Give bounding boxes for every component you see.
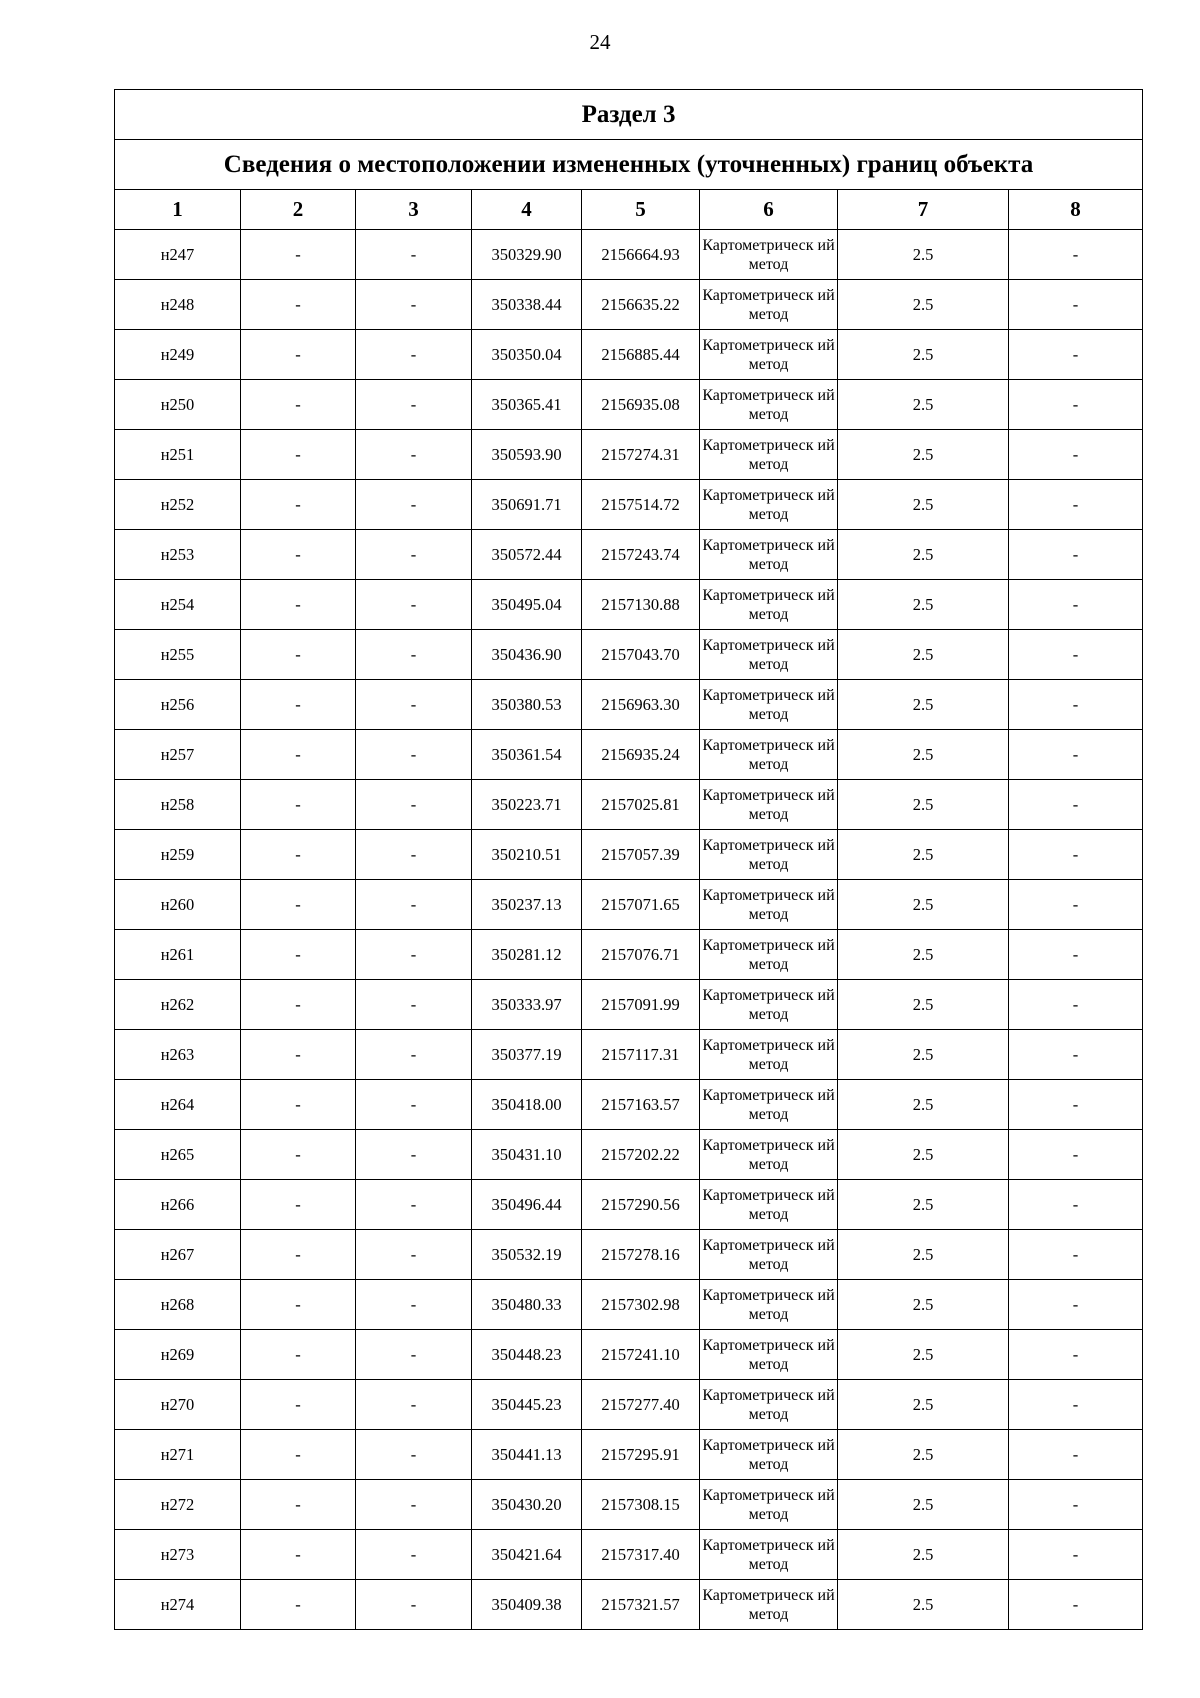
column-header: 8 xyxy=(1009,190,1143,230)
col3-cell: - xyxy=(356,680,472,730)
accuracy-cell: 2.5 xyxy=(838,380,1009,430)
col2-cell: - xyxy=(241,1080,356,1130)
x-coordinate-cell: 350480.33 xyxy=(472,1280,582,1330)
col8-cell: - xyxy=(1009,480,1143,530)
table-row xyxy=(115,480,1143,530)
accuracy-cell: 2.5 xyxy=(838,680,1009,730)
col2-cell: - xyxy=(241,280,356,330)
col3-cell: - xyxy=(356,1480,472,1530)
point-id-cell: н252 xyxy=(115,480,241,530)
accuracy-cell: 2.5 xyxy=(838,1480,1009,1530)
point-id-cell: н258 xyxy=(115,780,241,830)
col8-cell: - xyxy=(1009,1230,1143,1280)
point-id-cell: н270 xyxy=(115,1380,241,1430)
col3-cell: - xyxy=(356,1180,472,1230)
col2-cell: - xyxy=(241,1130,356,1180)
accuracy-cell: 2.5 xyxy=(838,280,1009,330)
column-header-row xyxy=(115,190,1143,230)
point-id-cell: н248 xyxy=(115,280,241,330)
table-row xyxy=(115,930,1143,980)
page-number: 24 xyxy=(589,30,611,54)
col3-cell: - xyxy=(356,530,472,580)
col3-cell: - xyxy=(356,380,472,430)
method-cell: Картометрическ ий метод xyxy=(700,330,838,380)
accuracy-cell: 2.5 xyxy=(838,1530,1009,1580)
method-cell: Картометрическ ий метод xyxy=(700,1330,838,1380)
table-row xyxy=(115,1130,1143,1180)
method-cell: Картометрическ ий метод xyxy=(700,280,838,330)
method-cell: Картометрическ ий метод xyxy=(700,1080,838,1130)
y-coordinate-cell: 2157091.99 xyxy=(582,980,700,1030)
col8-cell: - xyxy=(1009,880,1143,930)
x-coordinate-cell: 350448.23 xyxy=(472,1330,582,1380)
y-coordinate-cell: 2156664.93 xyxy=(582,230,700,280)
point-id-cell: н273 xyxy=(115,1530,241,1580)
x-coordinate-cell: 350445.23 xyxy=(472,1380,582,1430)
section-subtitle: Сведения о местоположении измененных (уточненных) границ объекта xyxy=(115,140,1143,190)
accuracy-cell: 2.5 xyxy=(838,930,1009,980)
col8-cell: - xyxy=(1009,530,1143,580)
accuracy-cell: 2.5 xyxy=(838,230,1009,280)
method-cell: Картометрическ ий метод xyxy=(700,980,838,1030)
point-id-cell: н262 xyxy=(115,980,241,1030)
y-coordinate-cell: 2157163.57 xyxy=(582,1080,700,1130)
table-row xyxy=(115,530,1143,580)
x-coordinate-cell: 350496.44 xyxy=(472,1180,582,1230)
table-row xyxy=(115,680,1143,730)
col8-cell: - xyxy=(1009,580,1143,630)
col3-cell: - xyxy=(356,280,472,330)
point-id-cell: н271 xyxy=(115,1430,241,1480)
y-coordinate-cell: 2157057.39 xyxy=(582,830,700,880)
point-id-cell: н260 xyxy=(115,880,241,930)
table-row xyxy=(115,1080,1143,1130)
col3-cell: - xyxy=(356,1280,472,1330)
x-coordinate-cell: 350431.10 xyxy=(472,1130,582,1180)
table-row xyxy=(115,830,1143,880)
column-header: 6 xyxy=(700,190,838,230)
table-row xyxy=(115,1030,1143,1080)
accuracy-cell: 2.5 xyxy=(838,330,1009,380)
y-coordinate-cell: 2157071.65 xyxy=(582,880,700,930)
method-cell: Картометрическ ий метод xyxy=(700,1530,838,1580)
x-coordinate-cell: 350329.90 xyxy=(472,230,582,280)
method-cell: Картометрическ ий метод xyxy=(700,1130,838,1180)
col8-cell: - xyxy=(1009,380,1143,430)
x-coordinate-cell: 350430.20 xyxy=(472,1480,582,1530)
y-coordinate-cell: 2157295.91 xyxy=(582,1430,700,1480)
point-id-cell: н265 xyxy=(115,1130,241,1180)
col8-cell: - xyxy=(1009,430,1143,480)
col3-cell: - xyxy=(356,1130,472,1180)
col8-cell: - xyxy=(1009,1180,1143,1230)
x-coordinate-cell: 350421.64 xyxy=(472,1530,582,1580)
col2-cell: - xyxy=(241,1480,356,1530)
accuracy-cell: 2.5 xyxy=(838,1180,1009,1230)
x-coordinate-cell: 350365.41 xyxy=(472,380,582,430)
point-id-cell: н274 xyxy=(115,1580,241,1630)
col2-cell: - xyxy=(241,1030,356,1080)
col8-cell: - xyxy=(1009,780,1143,830)
method-cell: Картометрическ ий метод xyxy=(700,830,838,880)
y-coordinate-cell: 2157317.40 xyxy=(582,1530,700,1580)
col2-cell: - xyxy=(241,1580,356,1630)
point-id-cell: н254 xyxy=(115,580,241,630)
column-header: 1 xyxy=(115,190,241,230)
method-cell: Картометрическ ий метод xyxy=(700,530,838,580)
col8-cell: - xyxy=(1009,1280,1143,1330)
point-id-cell: н259 xyxy=(115,830,241,880)
point-id-cell: н261 xyxy=(115,930,241,980)
col2-cell: - xyxy=(241,1330,356,1380)
y-coordinate-cell: 2157277.40 xyxy=(582,1380,700,1430)
col8-cell: - xyxy=(1009,930,1143,980)
point-id-cell: н255 xyxy=(115,630,241,680)
method-cell: Картометрическ ий метод xyxy=(700,430,838,480)
table-row xyxy=(115,1330,1143,1380)
point-id-cell: н257 xyxy=(115,730,241,780)
x-coordinate-cell: 350691.71 xyxy=(472,480,582,530)
col2-cell: - xyxy=(241,1530,356,1580)
method-cell: Картометрическ ий метод xyxy=(700,730,838,780)
point-id-cell: н272 xyxy=(115,1480,241,1530)
col8-cell: - xyxy=(1009,330,1143,380)
point-id-cell: н264 xyxy=(115,1080,241,1130)
accuracy-cell: 2.5 xyxy=(838,480,1009,530)
table-row xyxy=(115,1180,1143,1230)
x-coordinate-cell: 350572.44 xyxy=(472,530,582,580)
accuracy-cell: 2.5 xyxy=(838,1080,1009,1130)
accuracy-cell: 2.5 xyxy=(838,780,1009,830)
table-row xyxy=(115,1230,1143,1280)
col8-cell: - xyxy=(1009,1330,1143,1380)
x-coordinate-cell: 350409.38 xyxy=(472,1580,582,1630)
y-coordinate-cell: 2156635.22 xyxy=(582,280,700,330)
col2-cell: - xyxy=(241,480,356,530)
x-coordinate-cell: 350380.53 xyxy=(472,680,582,730)
method-cell: Картометрическ ий метод xyxy=(700,1030,838,1080)
col3-cell: - xyxy=(356,1230,472,1280)
col8-cell: - xyxy=(1009,1380,1143,1430)
method-cell: Картометрическ ий метод xyxy=(700,630,838,680)
col3-cell: - xyxy=(356,730,472,780)
method-cell: Картометрическ ий метод xyxy=(700,930,838,980)
method-cell: Картометрическ ий метод xyxy=(700,580,838,630)
y-coordinate-cell: 2156963.30 xyxy=(582,680,700,730)
accuracy-cell: 2.5 xyxy=(838,1280,1009,1330)
method-cell: Картометрическ ий метод xyxy=(700,1230,838,1280)
method-cell: Картометрическ ий метод xyxy=(700,380,838,430)
col2-cell: - xyxy=(241,430,356,480)
accuracy-cell: 2.5 xyxy=(838,980,1009,1030)
accuracy-cell: 2.5 xyxy=(838,630,1009,680)
col3-cell: - xyxy=(356,1580,472,1630)
method-cell: Картометрическ ий метод xyxy=(700,1480,838,1530)
table-row xyxy=(115,1580,1143,1630)
accuracy-cell: 2.5 xyxy=(838,1580,1009,1630)
table-row xyxy=(115,1430,1143,1480)
col3-cell: - xyxy=(356,630,472,680)
x-coordinate-cell: 350350.04 xyxy=(472,330,582,380)
accuracy-cell: 2.5 xyxy=(838,730,1009,780)
column-header: 3 xyxy=(356,190,472,230)
col8-cell: - xyxy=(1009,680,1143,730)
col3-cell: - xyxy=(356,1030,472,1080)
col3-cell: - xyxy=(356,330,472,380)
x-coordinate-cell: 350338.44 xyxy=(472,280,582,330)
col3-cell: - xyxy=(356,930,472,980)
table-row xyxy=(115,1530,1143,1580)
col2-cell: - xyxy=(241,1430,356,1480)
col3-cell: - xyxy=(356,1330,472,1380)
x-coordinate-cell: 350441.13 xyxy=(472,1430,582,1480)
col2-cell: - xyxy=(241,580,356,630)
col3-cell: - xyxy=(356,830,472,880)
x-coordinate-cell: 350593.90 xyxy=(472,430,582,480)
col2-cell: - xyxy=(241,780,356,830)
y-coordinate-cell: 2157025.81 xyxy=(582,780,700,830)
col2-cell: - xyxy=(241,630,356,680)
col8-cell: - xyxy=(1009,280,1143,330)
col2-cell: - xyxy=(241,1180,356,1230)
method-cell: Картометрическ ий метод xyxy=(700,880,838,930)
point-id-cell: н263 xyxy=(115,1030,241,1080)
col8-cell: - xyxy=(1009,1130,1143,1180)
col8-cell: - xyxy=(1009,1430,1143,1480)
col8-cell: - xyxy=(1009,1480,1143,1530)
col2-cell: - xyxy=(241,880,356,930)
boundary-table xyxy=(114,89,1143,1630)
col3-cell: - xyxy=(356,1530,472,1580)
col3-cell: - xyxy=(356,1380,472,1430)
col8-cell: - xyxy=(1009,830,1143,880)
col2-cell: - xyxy=(241,380,356,430)
col3-cell: - xyxy=(356,580,472,630)
point-id-cell: н268 xyxy=(115,1280,241,1330)
col2-cell: - xyxy=(241,1230,356,1280)
accuracy-cell: 2.5 xyxy=(838,1230,1009,1280)
col3-cell: - xyxy=(356,780,472,830)
col8-cell: - xyxy=(1009,230,1143,280)
y-coordinate-cell: 2157076.71 xyxy=(582,930,700,980)
col2-cell: - xyxy=(241,530,356,580)
point-id-cell: н250 xyxy=(115,380,241,430)
col2-cell: - xyxy=(241,930,356,980)
x-coordinate-cell: 350495.04 xyxy=(472,580,582,630)
col2-cell: - xyxy=(241,830,356,880)
accuracy-cell: 2.5 xyxy=(838,1430,1009,1480)
table-row xyxy=(115,380,1143,430)
col8-cell: - xyxy=(1009,1530,1143,1580)
table-row xyxy=(115,430,1143,480)
method-cell: Картометрическ ий метод xyxy=(700,780,838,830)
y-coordinate-cell: 2157302.98 xyxy=(582,1280,700,1330)
col2-cell: - xyxy=(241,680,356,730)
col3-cell: - xyxy=(356,230,472,280)
method-cell: Картометрическ ий метод xyxy=(700,230,838,280)
x-coordinate-cell: 350223.71 xyxy=(472,780,582,830)
y-coordinate-cell: 2157043.70 xyxy=(582,630,700,680)
y-coordinate-cell: 2157202.22 xyxy=(582,1130,700,1180)
y-coordinate-cell: 2156935.24 xyxy=(582,730,700,780)
method-cell: Картометрическ ий метод xyxy=(700,1380,838,1430)
col2-cell: - xyxy=(241,1280,356,1330)
accuracy-cell: 2.5 xyxy=(838,580,1009,630)
method-cell: Картометрическ ий метод xyxy=(700,1180,838,1230)
table-row xyxy=(115,280,1143,330)
col2-cell: - xyxy=(241,230,356,280)
accuracy-cell: 2.5 xyxy=(838,1030,1009,1080)
x-coordinate-cell: 350210.51 xyxy=(472,830,582,880)
accuracy-cell: 2.5 xyxy=(838,430,1009,480)
col8-cell: - xyxy=(1009,630,1143,680)
table-row xyxy=(115,980,1143,1030)
table-row xyxy=(115,1380,1143,1430)
point-id-cell: н267 xyxy=(115,1230,241,1280)
y-coordinate-cell: 2157321.57 xyxy=(582,1580,700,1630)
accuracy-cell: 2.5 xyxy=(838,1130,1009,1180)
point-id-cell: н269 xyxy=(115,1330,241,1380)
col8-cell: - xyxy=(1009,1080,1143,1130)
point-id-cell: н266 xyxy=(115,1180,241,1230)
y-coordinate-cell: 2157117.31 xyxy=(582,1030,700,1080)
method-cell: Картометрическ ий метод xyxy=(700,1580,838,1630)
column-header: 7 xyxy=(838,190,1009,230)
x-coordinate-cell: 350532.19 xyxy=(472,1230,582,1280)
y-coordinate-cell: 2157130.88 xyxy=(582,580,700,630)
table-row xyxy=(115,630,1143,680)
y-coordinate-cell: 2157243.74 xyxy=(582,530,700,580)
table-row xyxy=(115,780,1143,830)
col2-cell: - xyxy=(241,330,356,380)
col3-cell: - xyxy=(356,880,472,930)
x-coordinate-cell: 350361.54 xyxy=(472,730,582,780)
col2-cell: - xyxy=(241,730,356,780)
table-row xyxy=(115,730,1143,780)
y-coordinate-cell: 2157290.56 xyxy=(582,1180,700,1230)
col3-cell: - xyxy=(356,430,472,480)
y-coordinate-cell: 2157514.72 xyxy=(582,480,700,530)
table-row xyxy=(115,230,1143,280)
col3-cell: - xyxy=(356,480,472,530)
col3-cell: - xyxy=(356,1080,472,1130)
table-row xyxy=(115,580,1143,630)
method-cell: Картометрическ ий метод xyxy=(700,680,838,730)
accuracy-cell: 2.5 xyxy=(838,1380,1009,1430)
accuracy-cell: 2.5 xyxy=(838,830,1009,880)
col8-cell: - xyxy=(1009,730,1143,780)
method-cell: Картометрическ ий метод xyxy=(700,1280,838,1330)
point-id-cell: н247 xyxy=(115,230,241,280)
point-id-cell: н253 xyxy=(115,530,241,580)
x-coordinate-cell: 350436.90 xyxy=(472,630,582,680)
x-coordinate-cell: 350333.97 xyxy=(472,980,582,1030)
y-coordinate-cell: 2156935.08 xyxy=(582,380,700,430)
col3-cell: - xyxy=(356,980,472,1030)
accuracy-cell: 2.5 xyxy=(838,1330,1009,1380)
col8-cell: - xyxy=(1009,980,1143,1030)
y-coordinate-cell: 2157274.31 xyxy=(582,430,700,480)
table-row xyxy=(115,880,1143,930)
accuracy-cell: 2.5 xyxy=(838,530,1009,580)
col8-cell: - xyxy=(1009,1580,1143,1630)
method-cell: Картометрическ ий метод xyxy=(700,480,838,530)
x-coordinate-cell: 350377.19 xyxy=(472,1030,582,1080)
col3-cell: - xyxy=(356,1430,472,1480)
table-row xyxy=(115,1280,1143,1330)
section-title: Раздел 3 xyxy=(115,90,1143,140)
x-coordinate-cell: 350418.00 xyxy=(472,1080,582,1130)
column-header: 4 xyxy=(472,190,582,230)
col8-cell: - xyxy=(1009,1030,1143,1080)
x-coordinate-cell: 350281.12 xyxy=(472,930,582,980)
y-coordinate-cell: 2157308.15 xyxy=(582,1480,700,1530)
point-id-cell: н249 xyxy=(115,330,241,380)
x-coordinate-cell: 350237.13 xyxy=(472,880,582,930)
accuracy-cell: 2.5 xyxy=(838,880,1009,930)
y-coordinate-cell: 2156885.44 xyxy=(582,330,700,380)
table-row xyxy=(115,330,1143,380)
col2-cell: - xyxy=(241,1380,356,1430)
point-id-cell: н256 xyxy=(115,680,241,730)
column-header: 2 xyxy=(241,190,356,230)
column-header: 5 xyxy=(582,190,700,230)
method-cell: Картометрическ ий метод xyxy=(700,1430,838,1480)
col2-cell: - xyxy=(241,980,356,1030)
y-coordinate-cell: 2157278.16 xyxy=(582,1230,700,1280)
y-coordinate-cell: 2157241.10 xyxy=(582,1330,700,1380)
table-row xyxy=(115,1480,1143,1530)
point-id-cell: н251 xyxy=(115,430,241,480)
